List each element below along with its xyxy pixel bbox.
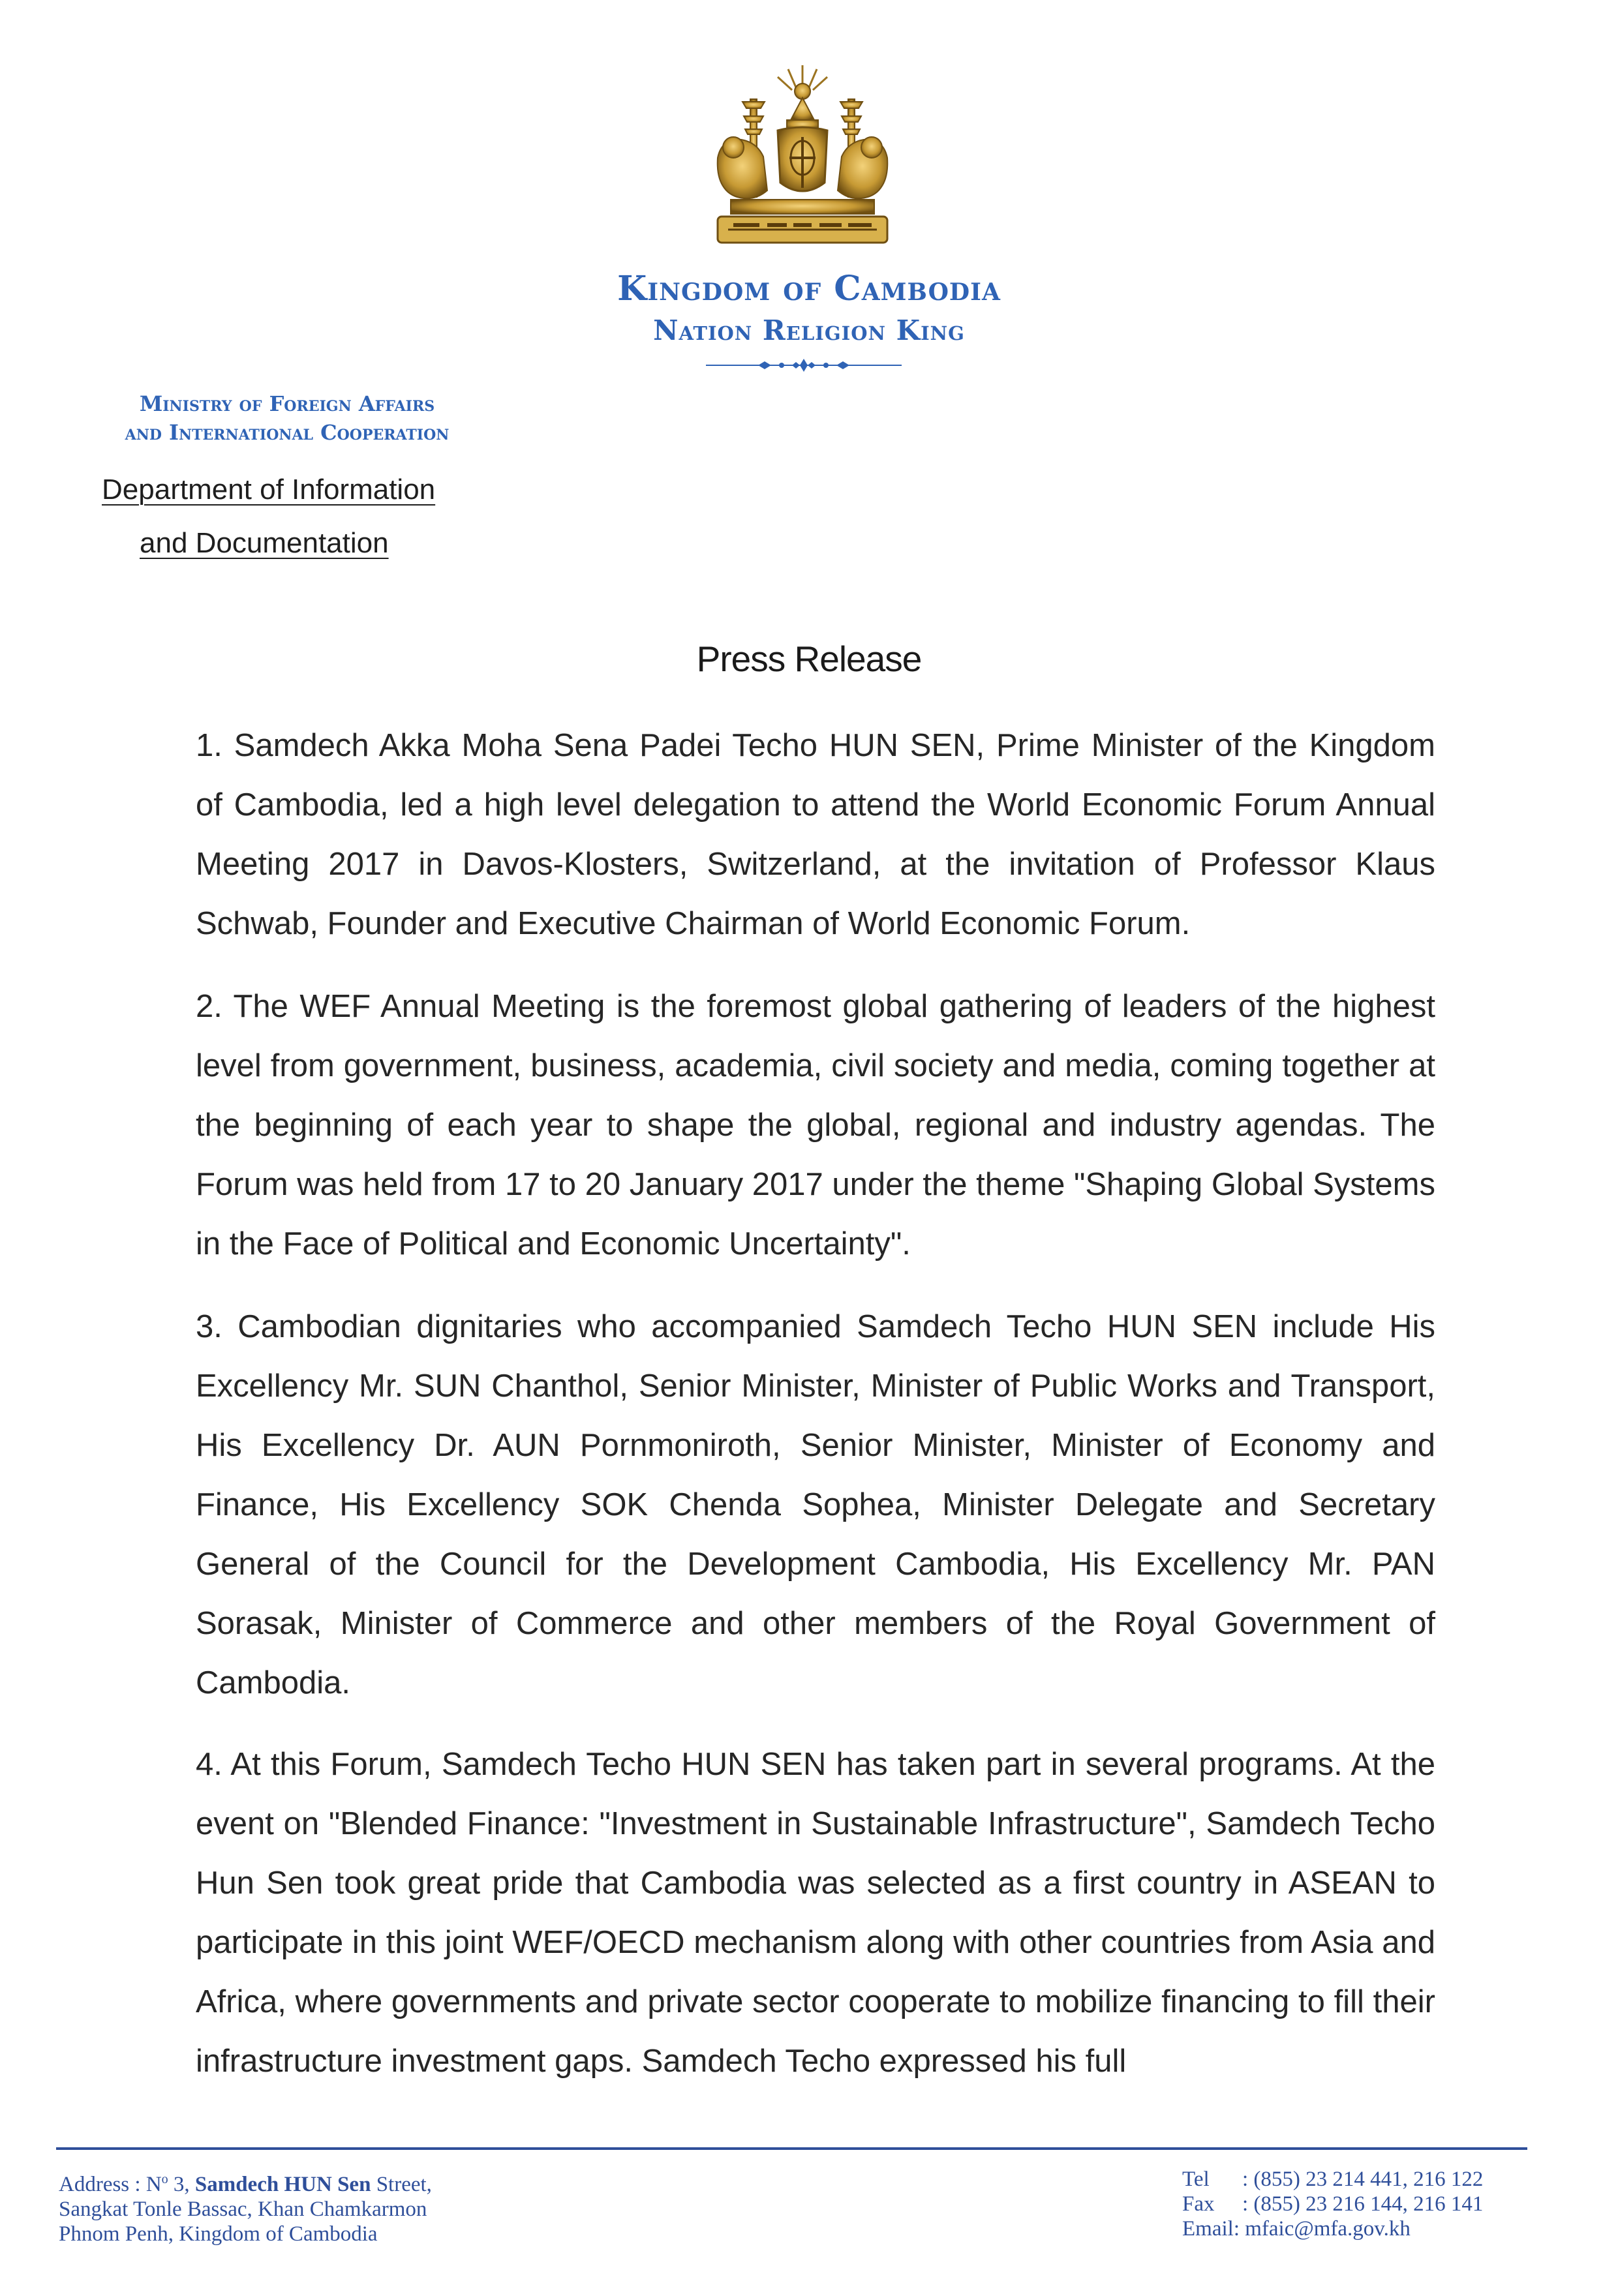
royal-coat-of-arms-emblem [705,60,900,249]
footer-divider [56,2147,1527,2150]
document-title: Press Release [696,639,922,679]
telephone-value: : (855) 23 214 441, 216 122 [1242,2168,1484,2191]
address-line-3: Phnom Penh, Kingdom of Cambodia [59,2222,378,2246]
paragraph-1: 1. Samdech Akka Moha Sena Padei Techo HUN SEN, Prime Minister of the Kingdom of Cambodia, led a high level delegation to attend the World Economic Forum Annual Meeting 2017 in Davos-Klosters, Switzerland, at the invitation of Professor Klaus Schwab, Founder and Executive Chairman of World Economic Forum. [196,728,1435,941]
paragraph-3: 3. Cambodian dignitaries who accompanied Samdech Techo HUN SEN include His Excellency Mr. SUN Chanthol, Senior Minister, Minister of Public Works and Transport, His Excellency Dr. AUN Pornmoniroth, Senior Minister, Minister of Economy and Finance, His Excellency SOK Chenda Sophea, Minister Delegate and Secretary General of the Council for the Development Cambodia, His Excellency Mr. PAN Sorasak, Minister of Commerce and other members of the Royal Government of Cambodia. [196,1309,1435,1700]
email-value[interactable]: : mfaic@mfa.gov.kh [1233,2217,1411,2241]
footer-address [59,2167,432,2246]
telephone-row [1182,2167,1483,2192]
paragraph-4: 4. At this Forum, Samdech Techo HUN SEN has taken part in several programs. At the event on "Blended Finance: "Investment in Sustainable Infrastructure", Samdech Techo Hun Sen took great pride that Cambodia was selected as a first country in ASEAN to participate in this joint WEF/OECD mechanism along with other countries from Asia and Africa, where governments and private sector cooperate to mobilize financing to fill their infrastructure investment gaps. Samdech Techo expressed his full [196,1747,1435,2079]
address-line-2: Sangkat Tonle Bassac, Khan Chamkarmon [59,2198,427,2221]
national-motto: Nation Religion King [653,314,965,346]
ministry-name-line-2: and International Cooperation [125,420,450,445]
email-row [1182,2216,1483,2241]
paragraph-2: 2. The WEF Annual Meeting is the foremost global gathering of leaders of the highest level from government, business, academia, civil society and media, coming together at the beginning of each year to shape the global, regional and industry agendas. The Forum was held from 17 to 20 January 2017 under the theme "Shaping Global Systems in the Face of Political and Economic Uncertainty". [196,989,1435,1261]
telephone-label: Tel [1182,2168,1210,2191]
department-name-line-1: Department of Information [102,474,436,506]
email-label: Email [1182,2217,1234,2241]
kingdom-title: Kingdom of Cambodia [617,269,1001,309]
department-name-line-2: and Documentation [140,527,389,559]
fax-label: Fax [1182,2192,1215,2216]
ministry-name-line-1: Ministry of Foreign Affairs [139,391,435,416]
ornamental-divider [706,357,902,373]
footer-contact [1182,2167,1483,2241]
address-line-1: Address : $N^o$ 3, Samdech HUN Sen Street, [59,2172,432,2196]
fax-row [1182,2192,1483,2216]
fax-value: : (855) 23 216 144, 216 141 [1242,2192,1484,2216]
